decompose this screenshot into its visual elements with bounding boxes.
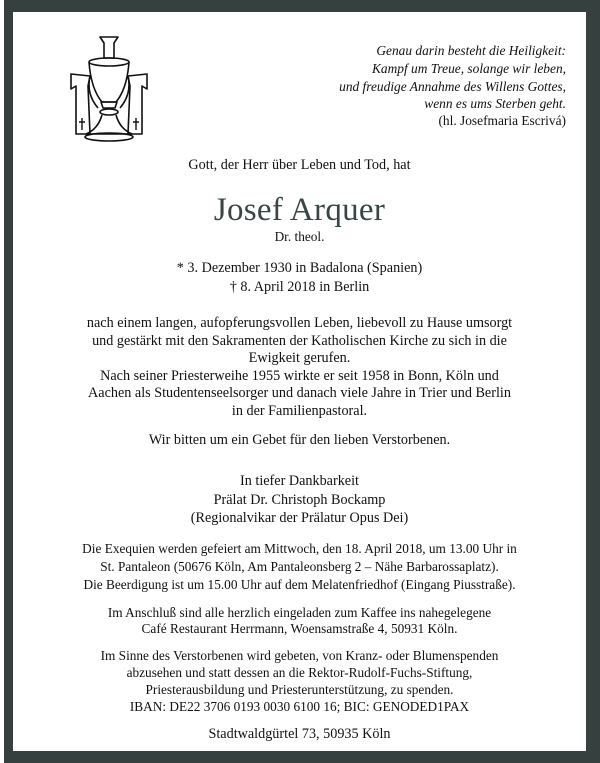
obituary-card — [13, 12, 586, 751]
reception-line: Im Anschluß sind alle herzlich eingeladen zum Kaffee ins nahegelegene — [107, 605, 492, 620]
biography-line: nach einem langen, aufopferungsvollen Leben, liebevoll zu Hause umsorgt — [86, 315, 513, 331]
bank-details: IBAN: DE22 3706 0193 0030 6100 16; BIC: GENODED1PAX — [129, 699, 470, 714]
biography-line: und gestärkt mit den Sakramenten der Katholischen Kirche zu sich in die — [92, 333, 507, 349]
signature-line: Prälat Dr. Christoph Bockamp — [213, 492, 386, 508]
biography-line: Aachen als Studentenseelsorger und danach viele Jahre in Trier und Berlin — [88, 385, 511, 401]
intro-text: Gott, der Herr über Leben und Tod, hat — [188, 157, 411, 173]
quote-line: Genau darin besteht die Heiligkeit: — [376, 43, 566, 58]
chalice-cross-emblem-icon — [68, 34, 158, 149]
funeral-line: Die Exequien werden gefeiert am Mittwoch, den 18. April 2018, um 13.00 Uhr in — [82, 541, 517, 556]
signature-line: (Regionalvikar der Prälatur Opus Dei) — [190, 510, 409, 526]
biography-line: in der Familienpastoral. — [231, 403, 368, 419]
address: Stadtwaldgürtel 73, 50935 Köln — [208, 726, 391, 742]
quote-line: Kampf um Treue, solange wir leben, — [371, 61, 566, 76]
biography-line: Ewigkeit gerufen. — [248, 350, 351, 366]
deceased-name: Josef Arquer — [213, 192, 386, 228]
reception-line: Café Restaurant Herrmann, Woensamstraße 4, 50931 Köln. — [141, 621, 458, 636]
biography-line: Nach seiner Priesterweihe 1955 wirkte er seit 1958 in Bonn, Köln und — [100, 368, 499, 384]
death-date: † 8. April 2018 in Berlin — [229, 279, 370, 295]
birth-date: * 3. Dezember 1930 in Badalona (Spanien) — [176, 260, 423, 276]
donations-line: abzusehen und statt dessen an die Rektor-Rudolf-Fuchs-Stiftung, — [126, 665, 473, 680]
funeral-line: Die Beerdigung ist um 15.00 Uhr auf dem Melatenfriedhof (Eingang Piusstraße). — [83, 577, 516, 592]
prayer-request: Wir bitten um ein Gebet für den lieben Verstorbenen. — [148, 432, 451, 448]
quote-line: und freudige Annahme des Willens Gottes, — [339, 79, 566, 94]
deceased-title: Dr. theol. — [274, 229, 325, 244]
funeral-line: St. Pantaleon (50676 Köln, Am Pantaleonsberg 2 – Nähe Barbarossaplatz). — [100, 559, 499, 574]
donations-line: Priesterausbildung und Priesterunterstützung, zu spenden. — [145, 682, 454, 697]
quote-line: wenn es ums Sterben geht. — [424, 96, 566, 111]
quote-source: (hl. Josefmaria Escrivá) — [438, 113, 566, 128]
signature-line: In tiefer Dankbarkeit — [240, 473, 359, 489]
donations-line: Im Sinne des Verstorbenen wird gebeten, von Kranz- oder Blumenspenden — [100, 648, 499, 663]
